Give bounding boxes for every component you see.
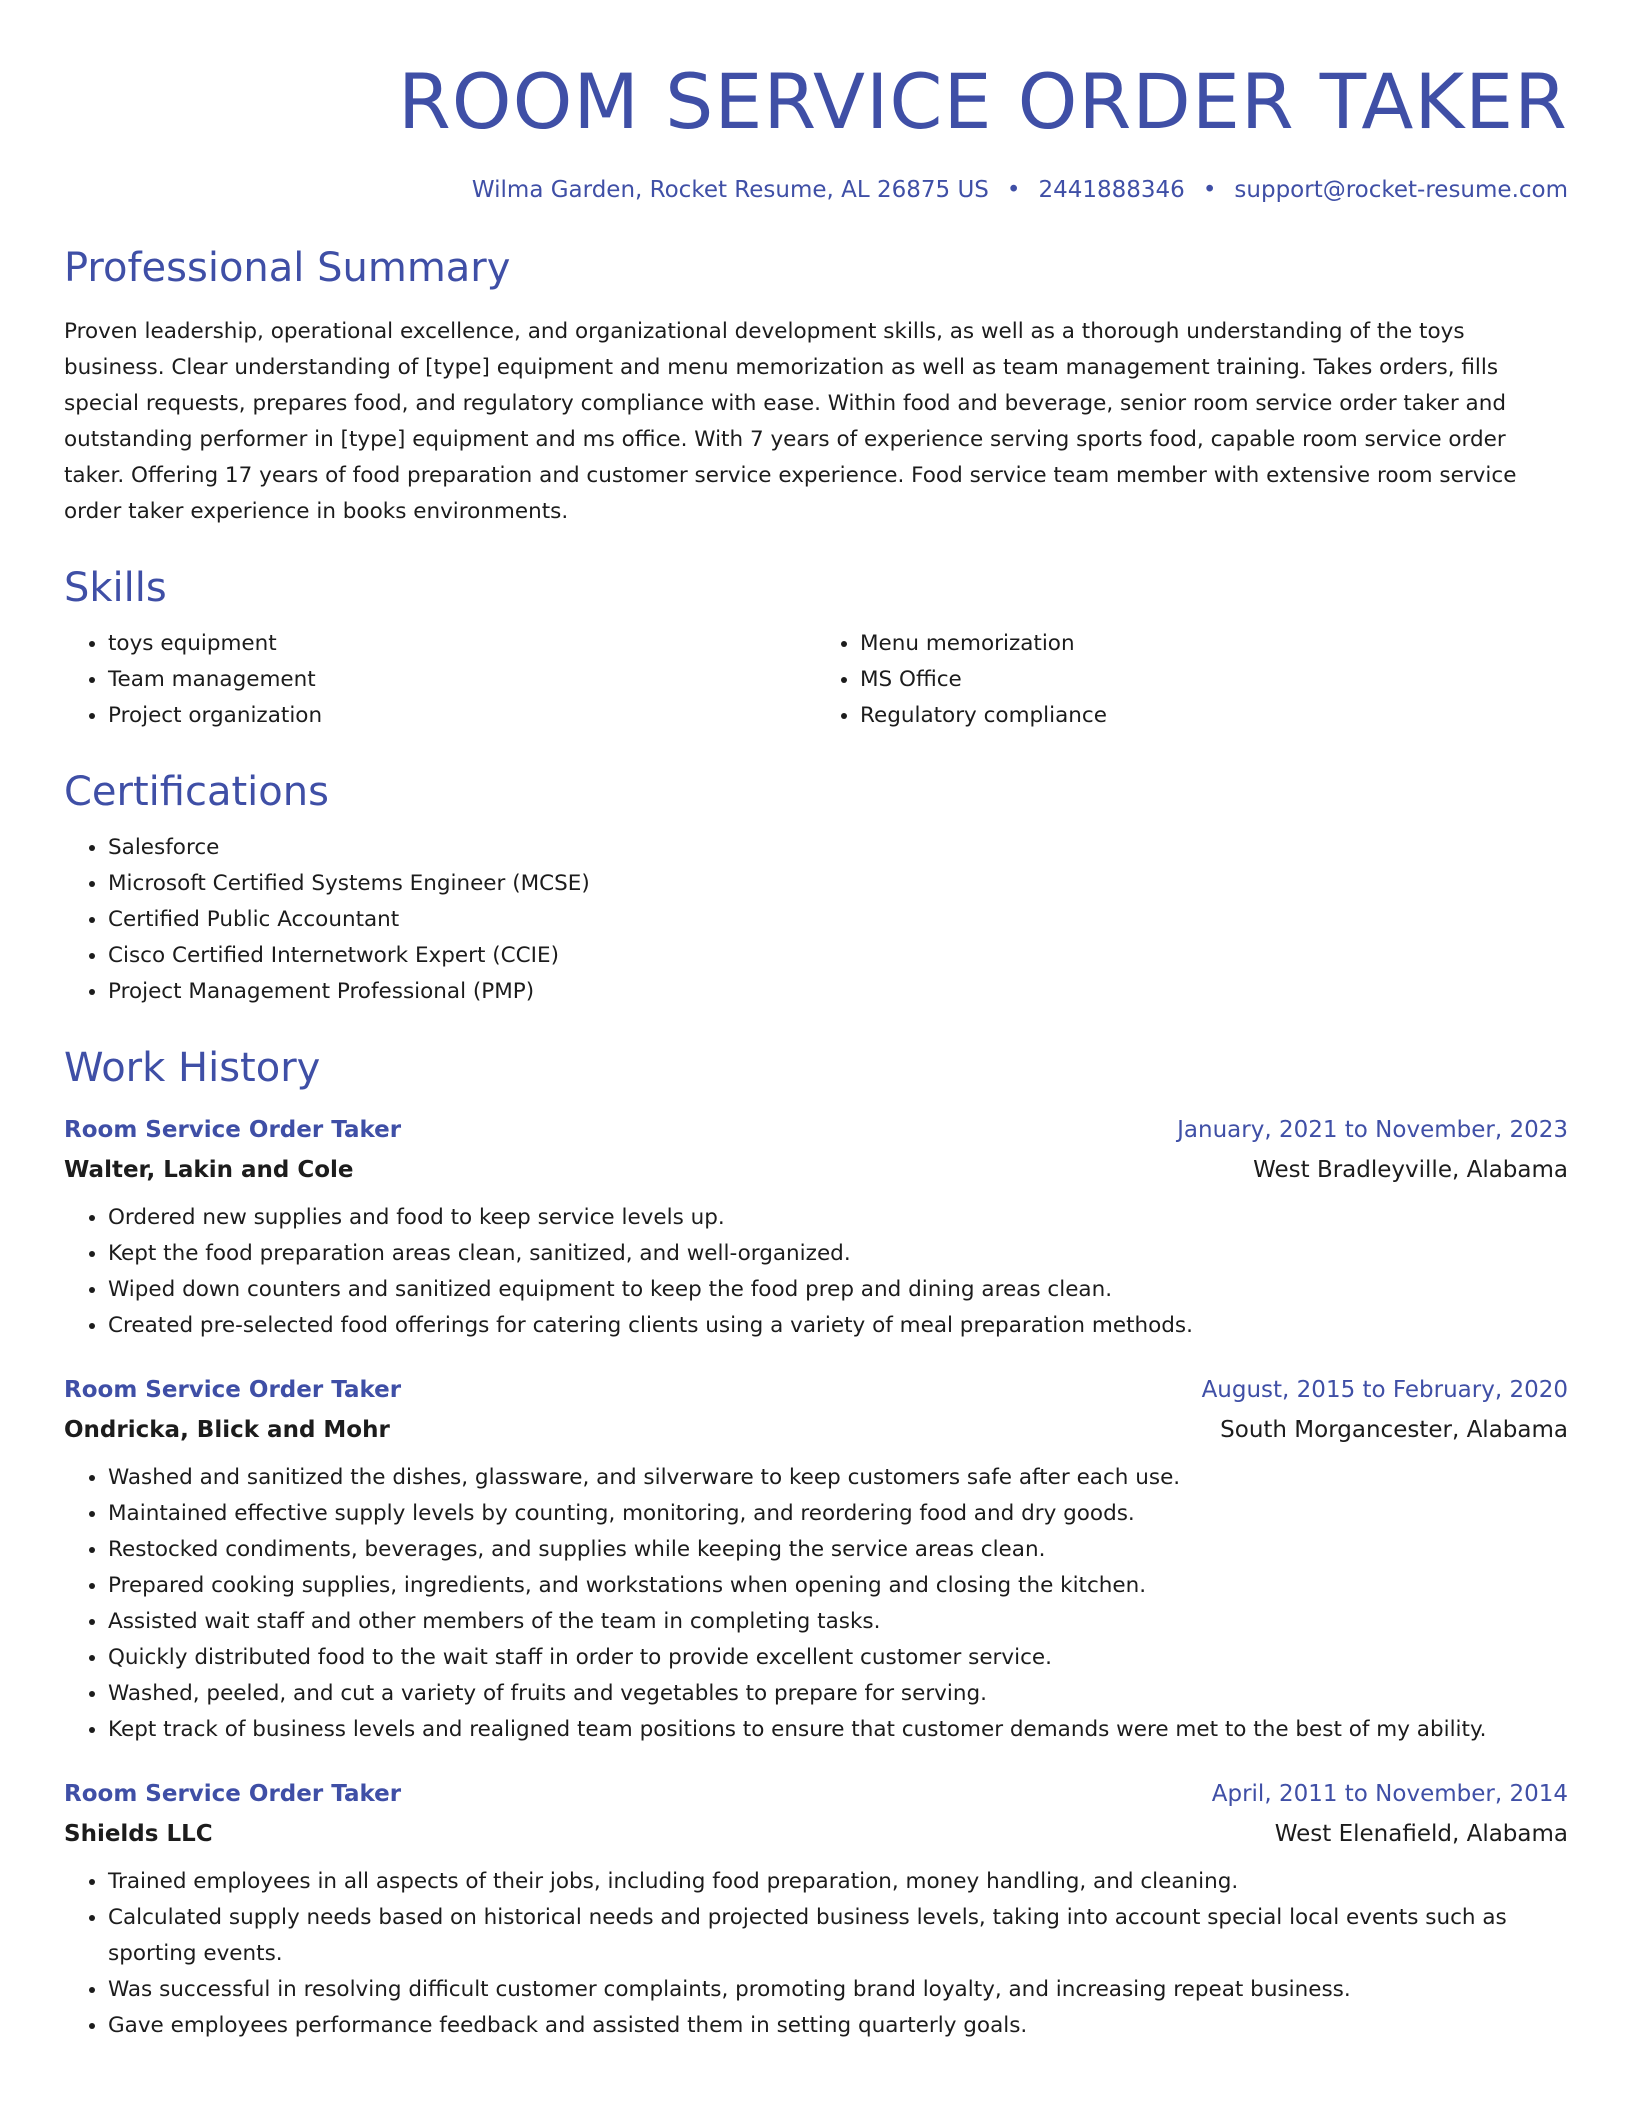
- job-bullets: [64, 1864, 1568, 2044]
- job-bullet: • Maintained effective supply levels by counting, monitoring, and reordering food and dry goods.: [108, 1496, 1568, 1532]
- job-bullet: • Washed and sanitized the dishes, glassware, and silverware to keep customers safe after each use.: [108, 1460, 1568, 1496]
- summary-section: [64, 240, 1568, 530]
- certification-item: • Cisco Certified Internetwork Expert (CCIE): [108, 938, 1568, 974]
- job-bullet: • Washed, peeled, and cut a variety of fruits and vegetables to prepare for serving.: [108, 1676, 1568, 1712]
- skills-list-left: [64, 626, 816, 734]
- job-bullet: • Wiped down counters and sanitized equipment to keep the food prep and dining areas clean.: [108, 1272, 1568, 1308]
- job-entry: [64, 1370, 1568, 1748]
- contact-email[interactable]: support@rocket-resume.com: [1234, 177, 1568, 203]
- summary-heading: Professional Summary: [64, 245, 511, 291]
- skills-heading: Skills: [64, 565, 167, 611]
- job-entry: [64, 1110, 1568, 1344]
- job-bullet: • Restocked condiments, beverages, and supplies while keeping the service areas clean.: [108, 1532, 1568, 1568]
- certifications-list: [64, 830, 1568, 1010]
- skill-item: • MS Office: [860, 662, 1568, 698]
- job-bullets: [64, 1200, 1568, 1344]
- job-bullets: [64, 1460, 1568, 1748]
- job-company: Ondricka, Blick and Mohr: [64, 1417, 390, 1443]
- job-company: Walter, Lakin and Cole: [64, 1157, 354, 1183]
- job-title: Room Service Order Taker: [64, 1377, 402, 1403]
- job-header-row: [64, 1774, 1568, 1814]
- skill-item: • toys equipment: [108, 626, 816, 662]
- job-bullet: • Kept the food preparation areas clean, sanitized, and well-organized.: [108, 1236, 1568, 1272]
- job-employer-row: [64, 1150, 1568, 1190]
- job-dates: April, 2011 to November, 2014: [1211, 1781, 1568, 1807]
- job-company: Shields LLC: [64, 1821, 213, 1847]
- job-header-row: [64, 1110, 1568, 1150]
- skills-grid: [64, 626, 1568, 734]
- job-employer-row: [64, 1410, 1568, 1450]
- contact-separator: •: [1006, 177, 1021, 203]
- certifications-section: [64, 764, 1568, 1010]
- job-location: West Elenafield, Alabama: [1274, 1821, 1568, 1847]
- job-dates: January, 2021 to November, 2023: [1177, 1117, 1568, 1143]
- skills-list-right: [816, 626, 1568, 734]
- job-title: Room Service Order Taker: [64, 1781, 402, 1807]
- job-bullet: • Kept track of business levels and realigned team positions to ensure that customer demands were met to the best of my ability.: [108, 1712, 1568, 1748]
- skill-item: • Team management: [108, 662, 816, 698]
- job-bullet: • Assisted wait staff and other members of the team in completing tasks.: [108, 1604, 1568, 1640]
- certifications-heading: Certifications: [64, 769, 329, 815]
- summary-text: Proven leadership, operational excellence, and organizational development skills, as well as a thorough understanding of the toys business. Clear understanding of [type] equipment and menu memorization as well as team management training. Takes orders, fills special requests, prepares food, and regulatory compliance with ease. Within food and beverage, senior room service order taker and outstanding performer in [type] equipment and ms office. With 7 years of experience serving sports food, capable room service order taker. Offering 17 years of food preparation and customer service experience. Food service team member with extensive room service order taker experience in books environments.: [64, 319, 1517, 524]
- job-bullet: • Was successful in resolving difficult customer complaints, promoting brand loyalty, and increasing repeat business.: [108, 1972, 1568, 2008]
- job-location: South Morgancester, Alabama: [1220, 1417, 1568, 1443]
- skill-item: • Menu memorization: [860, 626, 1568, 662]
- job-title: Room Service Order Taker: [64, 1117, 402, 1143]
- job-entry: [64, 1774, 1568, 2044]
- job-location: West Bradleyville, Alabama: [1253, 1157, 1568, 1183]
- skills-section: [64, 560, 1568, 734]
- job-bullet: • Trained employees in all aspects of their jobs, including food preparation, money handling, and cleaning.: [108, 1864, 1568, 1900]
- contact-phone: 2441888346: [1038, 177, 1185, 203]
- job-bullet: • Gave employees performance feedback and assisted them in setting quarterly goals.: [108, 2008, 1568, 2044]
- skill-item: • Project organization: [108, 698, 816, 734]
- job-employer-row: [64, 1814, 1568, 1854]
- job-bullet: • Quickly distributed food to the wait staff in order to provide excellent customer service.: [108, 1640, 1568, 1676]
- certification-item: • Salesforce: [108, 830, 1568, 866]
- job-bullet: • Ordered new supplies and food to keep service levels up.: [108, 1200, 1568, 1236]
- certification-item: • Certified Public Accountant: [108, 902, 1568, 938]
- job-bullet: • Created pre-selected food offerings for catering clients using a variety of meal preparation methods.: [108, 1308, 1568, 1344]
- work-history-section: [64, 1040, 1568, 2044]
- work-history-heading: Work History: [64, 1045, 321, 1091]
- certification-item: • Microsoft Certified Systems Engineer (MCSE): [108, 866, 1568, 902]
- contact-address: Wilma Garden, Rocket Resume, AL 26875 US: [471, 177, 989, 203]
- contact-separator: •: [1202, 177, 1217, 203]
- job-bullet: • Prepared cooking supplies, ingredients, and workstations when opening and closing the kitchen.: [108, 1568, 1568, 1604]
- skill-item: • Regulatory compliance: [860, 698, 1568, 734]
- candidate-name: ROOM SERVICE ORDER TAKER: [397, 57, 1568, 146]
- job-header-row: [64, 1370, 1568, 1410]
- job-dates: August, 2015 to February, 2020: [1201, 1377, 1568, 1403]
- certification-item: • Project Management Professional (PMP): [108, 974, 1568, 1010]
- contact-line: [64, 174, 1568, 206]
- job-bullet: • Calculated supply needs based on historical needs and projected business levels, taking into account special local events such as sporting events.: [108, 1900, 1568, 1972]
